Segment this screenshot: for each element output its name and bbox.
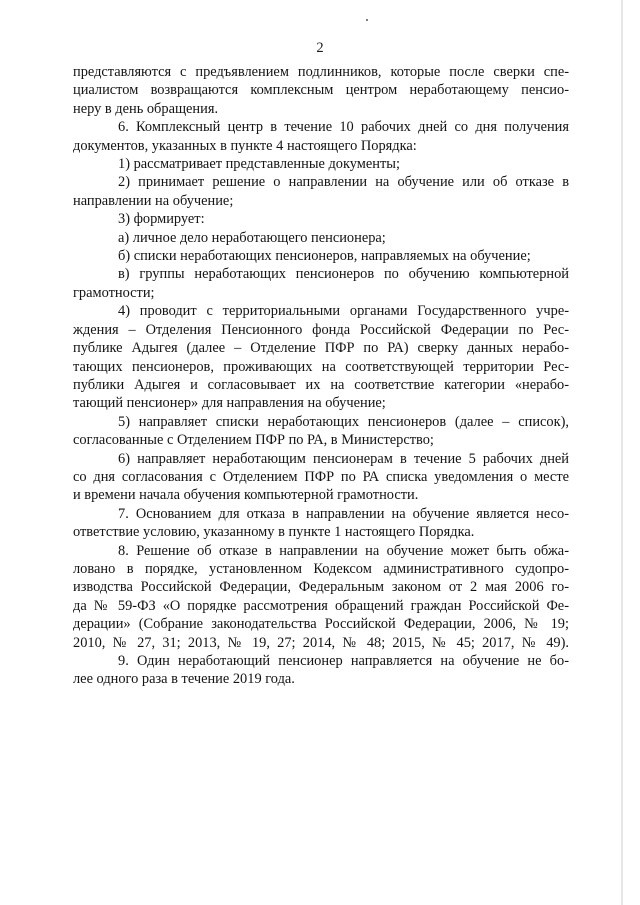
text-line: 9. Один неработающий пенсионер направляется на обучение не бо-: [118, 653, 569, 669]
text-line: лее одного раза в течение 2019 года.: [73, 671, 295, 688]
text-line: документов, указанных в пункте 4 настоящего Порядка:: [73, 137, 417, 154]
text-line: изводства Российской Федерации, Федеральным законом от 2 мая 2006 го-: [73, 579, 569, 596]
text-line: дерации» (Собрание законодательства Российской Федерации, 2006, № 19;: [73, 616, 569, 633]
text-line: 7. Основанием для отказа в направлении на обучение является несо-: [118, 505, 569, 522]
text-line: 2) принимает решение о направлении на обучение или об отказе в: [118, 174, 569, 191]
scan-edge-line: [621, 0, 623, 905]
text-line: 5) направляет списки неработающих пенсионеров (далее – список),: [118, 413, 569, 430]
text-line: а) личное дело неработающего пенсионера;: [118, 229, 386, 246]
text-line: публики Адыгея и согласовывает их на соответствие категории «нерабо-: [73, 376, 569, 393]
text-line: грамотности;: [73, 284, 155, 301]
document-body: [73, 63, 569, 689]
text-line: согласованные с Отделением ПФР по РА, в Министерство;: [73, 432, 434, 449]
text-line: 1) рассматривает представленные документы;: [118, 156, 400, 173]
text-line: ждения – Отделения Пенсионного фонда Российской Федерации по Рес-: [73, 321, 569, 338]
text-line: ответствие условию, указанному в пункте 1 настоящего Порядка.: [73, 524, 475, 541]
text-line: 4) проводит с территориальными органами Государственного учре-: [118, 303, 569, 320]
text-line: да № 59-ФЗ «О порядке рассмотрения обращений граждан Российской Фе-: [73, 597, 569, 614]
text-line: б) списки неработающих пенсионеров, направляемых на обучение;: [118, 248, 531, 265]
text-line: неру в день обращения.: [73, 100, 219, 117]
text-line: ловано в порядке, установленном Кодексом административного судопро-: [73, 560, 569, 577]
text-line: представляются с предъявлением подлинников, которые после сверки спе-: [73, 64, 569, 80]
text-line: тающих пенсионеров, проживающих на соответствующей территории Рес-: [73, 358, 569, 375]
page-number: 2: [316, 40, 324, 56]
text-line: 8. Решение об отказе в направлении на обучение может быть обжа-: [118, 542, 569, 559]
scan-dot: [366, 19, 368, 21]
text-line: публике Адыгея (далее – Отделение ПФР по РА) сверку данных нерабо-: [73, 340, 569, 357]
text-line: 2010, № 27, 31; 2013, № 19, 27; 2014, № 48; 2015, № 45; 2017, № 49).: [73, 634, 569, 651]
text-line: направлении на обучение;: [73, 192, 234, 209]
text-line: со дня согласования с Отделением ПФР по РА списка уведомления о месте: [73, 468, 569, 485]
text-line: циалистом возвращаются комплексным центром неработающему пенсио-: [73, 82, 569, 99]
text-line: в) группы неработающих пенсионеров по обучению компьютерной: [118, 266, 569, 283]
text-line: 6) направляет неработающим пенсионерам в течение 5 рабочих дней: [118, 450, 569, 467]
text-line: 6. Комплексный центр в течение 10 рабочих дней со дня получения: [118, 119, 569, 136]
text-line: и времени начала обучения компьютерной грамотности.: [73, 487, 419, 504]
text-line: 3) формирует:: [118, 211, 205, 228]
text-line: тающий пенсионер» для направления на обучение;: [73, 395, 386, 412]
